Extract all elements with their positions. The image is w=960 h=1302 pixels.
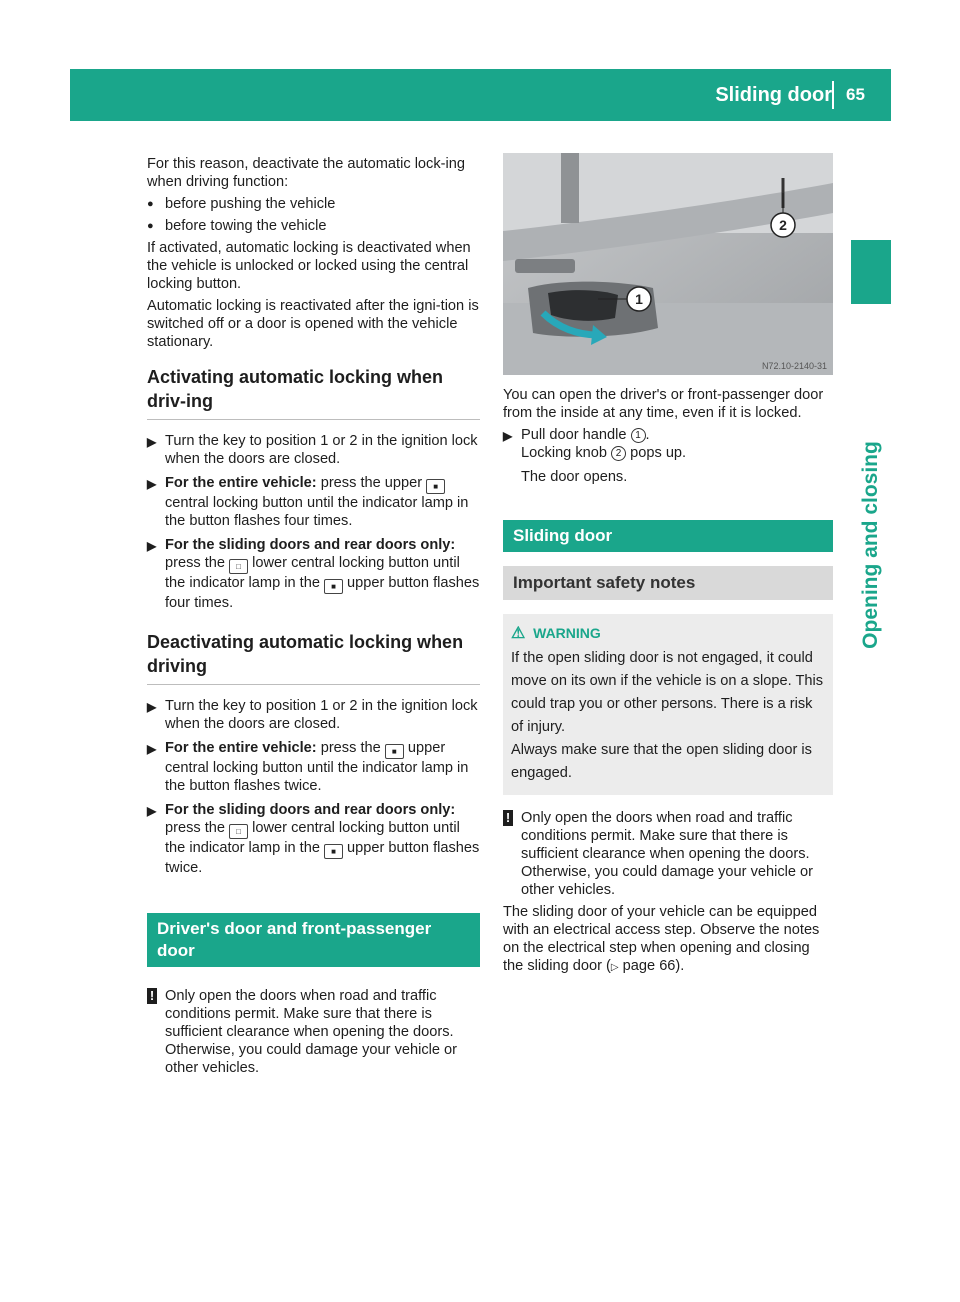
header-bar <box>70 69 891 121</box>
bullet-icon: ● <box>147 220 154 232</box>
side-tab-block <box>851 240 891 304</box>
note-block: ! Only open the doors when road and traffic conditions permit. Make sure that there is sufficient clearance when opening the doors. Otherwise, you could damage your vehicle or other vehicles. <box>503 809 833 899</box>
paragraph: Automatic locking is reactivated after the igni-tion is switched off or a door is opened with the vehicle stationary. <box>147 298 479 350</box>
door-handle-illustration <box>503 153 833 375</box>
instruction-step: ▶ For the sliding doors and rear doors only: press the □ lower central locking button until the indicator lamp in the ■ upper button flashes four times. <box>147 537 480 611</box>
side-tab-label: Opening and closing <box>859 441 882 649</box>
callout-2: 2 <box>779 217 787 233</box>
paragraph: You can open the driver's or front-passenger door from the inside at any time, even if it is locked. <box>503 387 824 421</box>
exclamation-icon: ! <box>147 988 157 1004</box>
warning-triangle-icon: ⚠ <box>511 625 526 642</box>
bullet-triangle-icon: ▶ <box>147 435 157 449</box>
warning-box <box>503 614 833 795</box>
note-block: ! Only open the doors when road and traffic conditions permit. Make sure that there is sufficient clearance when opening the doors. Otherwise, you could damage your vehicle or other vehicles. <box>147 987 480 1077</box>
section-heading: Activating automatic locking when driv-ing <box>147 365 480 420</box>
photo-code: N72.10-2140-31 <box>761 361 827 371</box>
door-handle-photo <box>503 153 833 375</box>
instruction-step: ▶ Turn the key to position 1 or 2 in the ignition lock when the doors are closed. <box>147 433 478 467</box>
instruction-step: ▶ Turn the key to position 1 or 2 in the ignition lock when the doors are closed. <box>147 698 478 732</box>
header-title: Sliding door <box>715 84 832 106</box>
bullet-triangle-icon: ▶ <box>147 477 157 491</box>
instruction-step: ▶ For the entire vehicle: press the upper ■ central locking button until the indicator lamp in the button flashes four times. <box>147 475 469 529</box>
lock-upper-icon: ■ <box>385 744 404 759</box>
warning-text: If the open sliding door is not engaged, it could move on its own if the vehicle is on a slope. This could trap you or other persons. There is a risk of injury. <box>511 650 824 735</box>
warning-text: Always make sure that the open sliding door is engaged. <box>511 742 812 781</box>
bullet-triangle-icon: ▶ <box>503 429 513 443</box>
section-banner: Driver's door and front-passenger door <box>147 913 480 967</box>
subsection-banner: Important safety notes <box>503 566 833 600</box>
instruction-step: ▶ For the entire vehicle: press the ■ upper central locking button until the indicator lamp in the button flashes twice. <box>147 740 469 794</box>
arrow-right-icon: ▷ <box>610 962 619 973</box>
right-column <box>503 386 833 981</box>
callout-1-ref: 1 <box>631 428 646 443</box>
warning-heading: ⚠ WARNING <box>511 625 601 642</box>
lock-upper-icon: ■ <box>426 479 445 494</box>
left-column <box>147 155 480 1077</box>
bullet-triangle-icon: ▶ <box>147 804 157 818</box>
section-heading: Deactivating automatic locking when driving <box>147 630 480 685</box>
bullet-triangle-icon: ▶ <box>147 539 157 553</box>
lock-lower-icon: □ <box>229 824 248 839</box>
list-item: ● before towing the vehicle <box>147 218 327 234</box>
instruction-step: ▶ For the sliding doors and rear doors only: press the □ lower central locking button until the indicator lamp in the ■ upper button flashes twice. <box>147 802 480 876</box>
page-number: 65 <box>846 85 865 104</box>
bullet-triangle-icon: ▶ <box>147 700 157 714</box>
paragraph: The sliding door of your vehicle can be equipped with an electrical access step. Observe the notes on the electrical step when opening and closing the sliding door (▷ page 66). <box>503 904 820 974</box>
bullet-icon: ● <box>147 198 154 210</box>
callout-1: 1 <box>635 291 643 307</box>
result-text: The door opens. <box>521 469 628 485</box>
paragraph: If activated, automatic locking is deactivated when the vehicle is unlocked or locked using the central locking button. <box>147 240 471 292</box>
lock-lower-icon: □ <box>229 559 248 574</box>
exclamation-icon: ! <box>503 810 513 826</box>
bullet-triangle-icon: ▶ <box>147 742 157 756</box>
lock-upper-icon: ■ <box>324 844 343 859</box>
callout-2-ref: 2 <box>611 446 626 461</box>
section-banner: Sliding door <box>503 520 833 552</box>
header-separator <box>832 81 834 109</box>
intro-text: For this reason, deactivate the automatic lock-ing when driving function: <box>147 156 465 190</box>
page-link[interactable]: page 66). <box>622 958 685 974</box>
lock-upper-icon: ■ <box>324 579 343 594</box>
instruction-step: ▶ Pull door handle 1 . Locking knob 2 pops up. <box>503 427 687 461</box>
list-item: ● before pushing the vehicle <box>147 196 336 212</box>
